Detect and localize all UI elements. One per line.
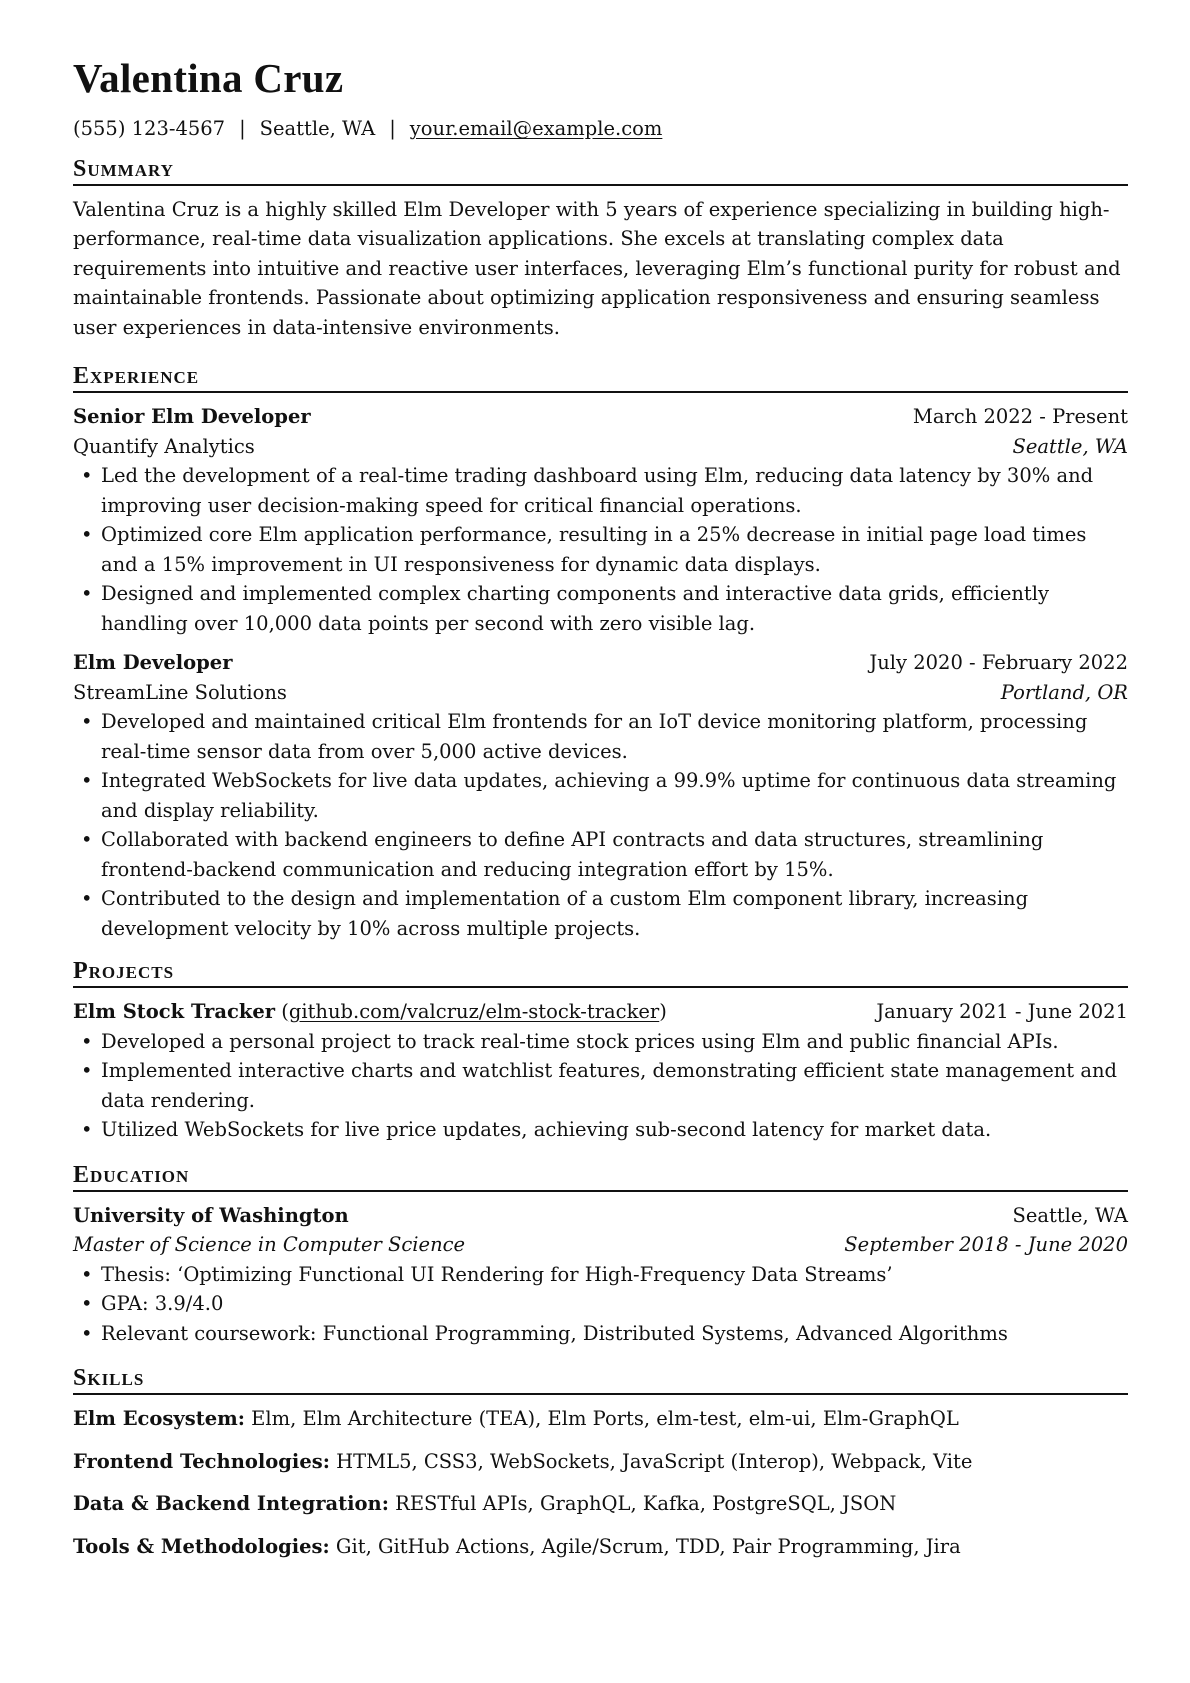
job-location: Portland, OR [1000, 680, 1128, 704]
bullet-item [73, 884, 1128, 943]
job-bullets [73, 461, 1128, 638]
school-location: Seattle, WA [1012, 1203, 1128, 1227]
education-subheader [73, 1230, 1128, 1260]
bullet-text: Developed a personal project to track real-time stock prices using Elm and public financial APIs. [101, 1029, 1059, 1053]
job-subheader [73, 432, 1128, 462]
bullet-text: Optimized core Elm application performance, resulting in a 25% decrease in initial page load times and a 15% improvement in UI responsiveness for dynamic data displays. [101, 523, 1087, 576]
project-entry [73, 997, 1128, 1145]
projects-heading: Projects [73, 959, 1128, 988]
bullet-text: Thesis: ‘Optimizing Functional UI Rendering for High-Frequency Data Streams’ [101, 1262, 893, 1286]
experience-heading: Experience [73, 364, 1128, 393]
skill-value: Elm, Elm Architecture (TEA), Elm Ports, elm-test, elm-ui, Elm-GraphQL [251, 1407, 959, 1430]
degree: Master of Science in Computer Science [73, 1233, 466, 1256]
bullet-dot-icon: • [81, 1059, 93, 1082]
school-name: University of Washington [73, 1203, 349, 1227]
bullet-text: Contributed to the design and implementation of a custom Elm component library, increasing development velocity by 10% across multiple projects. [101, 887, 1029, 940]
job-role: Senior Elm Developer [73, 405, 311, 428]
job-entry [73, 648, 1128, 943]
job-dates: July 2020 - February 2022 [869, 651, 1128, 674]
skill-line [73, 1532, 1128, 1562]
bullet-dot-icon: • [81, 769, 93, 792]
skill-label: Tools & Methodologies: [73, 1534, 330, 1558]
location: Seattle, WA [259, 117, 376, 140]
email-link[interactable]: your.email@example.com [409, 117, 663, 140]
project-bullets [73, 1027, 1128, 1145]
bullet-item [73, 1027, 1128, 1057]
bullet-dot-icon: • [81, 582, 93, 605]
bullet-text: Led the development of a real-time trading dashboard using Elm, reducing data latency by 30% and improving user decision-making speed for critical financial operations. [101, 464, 1094, 517]
skill-label: Data & Backend Integration: [73, 1492, 389, 1515]
skill-line [73, 1404, 1128, 1434]
job-dates: March 2022 - Present [912, 405, 1128, 428]
bullet-text: Implemented interactive charts and watchlist features, demonstrating efficient state management and data rendering. [101, 1059, 1117, 1112]
bullet-text: Collaborated with backend engineers to define API contracts and data structures, streamlining frontend-backend communication and reducing integration effort by 15%. [101, 828, 1044, 881]
bullet-dot-icon: • [81, 1029, 93, 1053]
bullet-dot-icon: • [81, 1262, 93, 1286]
education-entry [73, 1201, 1128, 1349]
skills-heading: Skills [73, 1366, 1128, 1395]
project-name: Elm Stock Tracker [73, 1000, 276, 1023]
bullet-text: Designed and implemented complex charting components and interactive data grids, efficiently handling over 10,000 data points per second with zero visible lag. [101, 582, 1050, 635]
skill-value: HTML5, CSS3, WebSockets, JavaScript (Interop), Webpack, Vite [336, 1449, 973, 1473]
bullet-dot-icon: • [81, 523, 93, 546]
bullet-dot-icon: • [81, 1292, 93, 1315]
contact-line [73, 119, 1128, 139]
education-dates: September 2018 - June 2020 [844, 1233, 1128, 1256]
bullet-dot-icon: • [81, 1321, 93, 1345]
bullet-dot-icon: • [81, 1118, 93, 1141]
bullet-item [73, 1260, 1128, 1290]
job-bullets [73, 707, 1128, 943]
education-header [73, 1201, 1128, 1231]
job-header [73, 402, 1128, 432]
project-header [73, 997, 1128, 1027]
bullet-text: Utilized WebSockets for live price updates, achieving sub-second latency for market data. [101, 1118, 992, 1141]
separator: | [239, 117, 246, 140]
skill-label: Elm Ecosystem: [73, 1407, 245, 1430]
bullet-text: Relevant coursework: Functional Programming, Distributed Systems, Advanced Algorithms [101, 1321, 1008, 1345]
skill-line [73, 1447, 1128, 1477]
skill-line [73, 1489, 1128, 1519]
skill-value: RESTful APIs, GraphQL, Kafka, PostgreSQL, JSON [395, 1492, 897, 1515]
separator: | [389, 117, 396, 140]
bullet-item [73, 766, 1128, 825]
skills-list [73, 1404, 1128, 1561]
bullet-item [73, 1289, 1128, 1319]
summary-text: Valentina Cruz is a highly skilled Elm Developer with 5 years of experience specializing in building high-performance, real-time data visualization applications. She excels at translating complex data requirements into intuitive and reactive user interfaces, leveraging Elm’s functional purity for robust and maintainable frontends. Passionate about optimizing application responsiveness and ensuring seamless user experiences in data-intensive environments. [73, 197, 1121, 339]
phone: (555) 123-4567 [73, 117, 226, 140]
job-subheader [73, 678, 1128, 708]
candidate-name: Valentina Cruz [73, 55, 344, 101]
job-location: Seattle, WA [1012, 434, 1128, 458]
bullet-item [73, 707, 1128, 766]
bullet-item [73, 461, 1128, 520]
bullet-dot-icon: • [81, 887, 93, 910]
bullet-text: Integrated WebSockets for live data updates, achieving a 99.9% uptime for continuous data streaming and display reliability. [101, 769, 1117, 822]
bullet-dot-icon: • [81, 828, 93, 851]
summary-heading: Summary [73, 157, 1128, 186]
job-company: StreamLine Solutions [73, 680, 287, 704]
bullet-text: GPA: 3.9/4.0 [101, 1292, 224, 1315]
bullet-dot-icon: • [81, 464, 93, 487]
skill-value: Git, GitHub Actions, Agile/Scrum, TDD, Pair Programming, Jira [335, 1534, 961, 1558]
job-role: Elm Developer [73, 651, 233, 674]
job-entry [73, 402, 1128, 638]
bullet-item [73, 1056, 1128, 1115]
job-company: Quantify Analytics [73, 434, 255, 458]
bullet-item [73, 579, 1128, 638]
education-heading: Education [73, 1163, 1128, 1192]
project-dates: January 2021 - June 2021 [876, 1000, 1128, 1023]
project-title: Elm Stock Tracker (github.com/valcruz/elm-stock-tracker) [73, 1000, 667, 1023]
bullet-item [73, 1319, 1128, 1349]
education-bullets [73, 1260, 1128, 1349]
skill-label: Frontend Technologies: [73, 1449, 330, 1473]
bullet-item [73, 825, 1128, 884]
bullet-item [73, 1115, 1128, 1145]
bullet-text: Developed and maintained critical Elm frontends for an IoT device monitoring platform, processing real-time sensor data from over 5,000 active devices. [101, 710, 1088, 763]
project-link[interactable]: github.com/valcruz/elm-stock-tracker [288, 1000, 660, 1023]
job-header [73, 648, 1128, 678]
bullet-item [73, 520, 1128, 579]
bullet-dot-icon: • [81, 710, 93, 733]
